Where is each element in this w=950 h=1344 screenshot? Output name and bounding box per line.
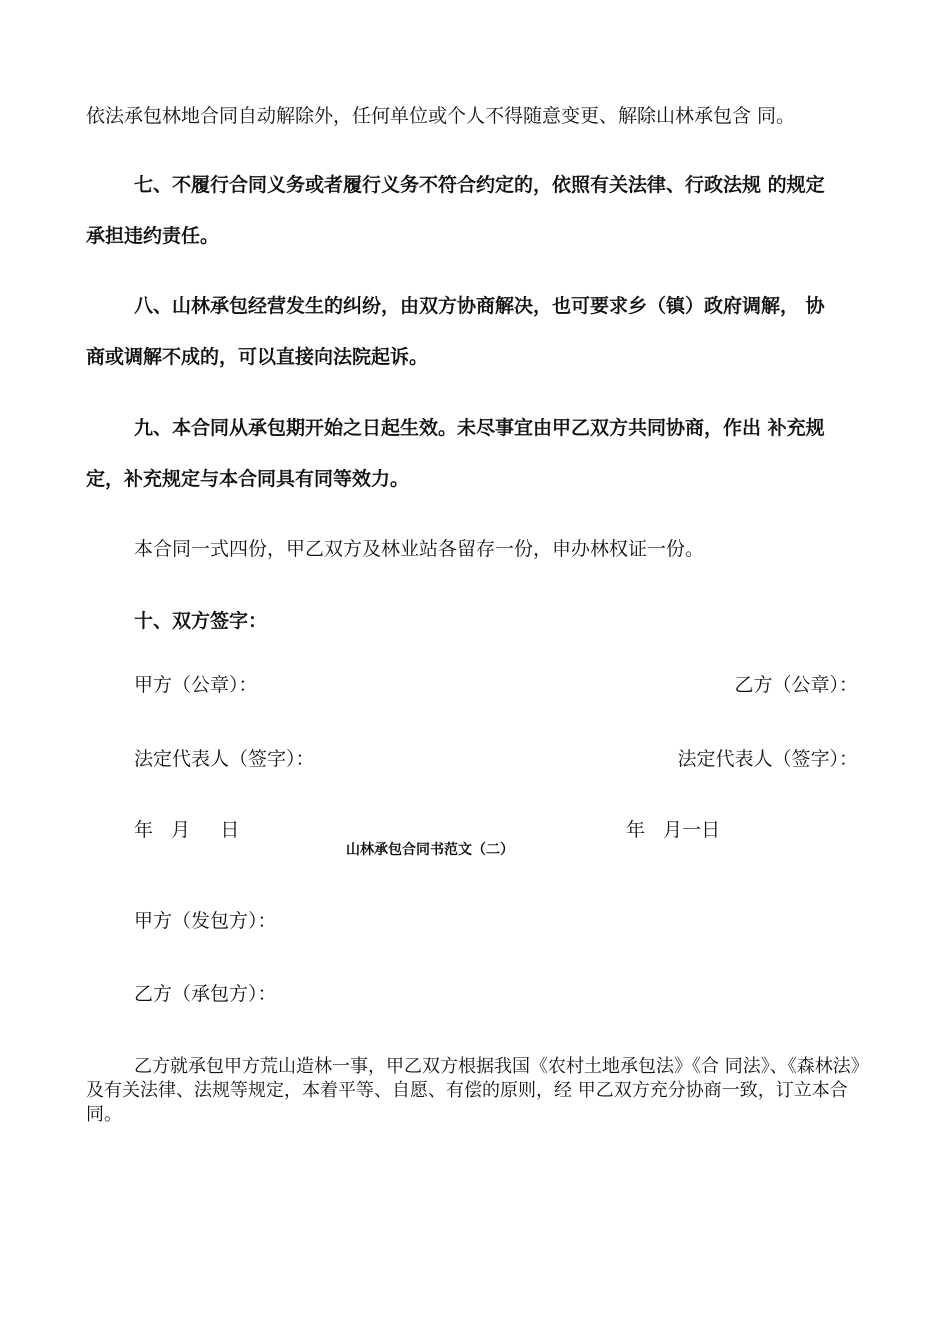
clause-7-line-2: 承担违约责任。 [86, 225, 220, 247]
clause-9-line-2: 定，补充规定与本合同具有同等效力。 [86, 468, 410, 490]
party-b-date: 年 月一日 [626, 819, 721, 841]
contract2-party-b: 乙方（承包方）： [134, 983, 277, 1005]
clause-9-line-1: 九、本合同从承包期开始之日起生效。未尽事宜由甲乙双方共同协商，作出 补充规 [134, 417, 825, 439]
clause-6-tail: 依法承包林地合同自动解除外，任何单位或个人不得随意变更、解除山林承包含 同。 [86, 105, 796, 127]
clause-7-line-1: 七、不履行合同义务或者履行义务不符合约定的，依照有关法律、行政法规 的规定 [134, 174, 825, 196]
copies-note: 本合同一式四份，甲乙双方及林业站各留存一份，申办林权证一份。 [134, 538, 705, 560]
clause-10-heading: 十、双方签字： [134, 610, 268, 632]
clause-8-line-1: 八、山林承包经营发生的纠纷，由双方协商解决，也可要求乡（镇）政府调解， 协 [134, 295, 825, 317]
contract2-party-a: 甲方（发包方）： [134, 910, 277, 932]
party-a-date: 年 月 日 [134, 819, 240, 841]
contract2-preamble: 乙方就承包甲方荒山造林一事，甲乙双方根据我国《农村土地承包法》《合 同法》、《森林法》及有关法律、法规等规定，本着平等、自愿、有偿的原则，经 甲乙双方充分协商一致，订立本合同。 [86, 1056, 860, 1125]
section-title: 山林承包合同书范文（二） [346, 842, 514, 858]
party-b-rep-label: 法定代表人（签字）： [677, 748, 858, 770]
party-b-seal-label: 乙方（公章）： [734, 674, 858, 696]
party-a-seal-label: 甲方（公章）： [134, 674, 258, 696]
party-a-rep-label: 法定代表人（签字）： [134, 748, 315, 770]
clause-8-line-2: 商或调解不成的，可以直接向法院起诉。 [86, 346, 429, 368]
